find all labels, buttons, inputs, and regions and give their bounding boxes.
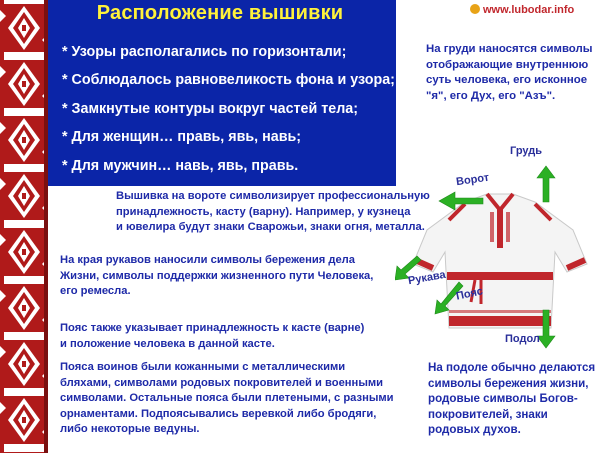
- text-line: Пояс также указывает принадлежность к касте (варне): [60, 322, 365, 334]
- text-line: символами. Остальные пояса были плетеными, с разными: [60, 392, 394, 405]
- text-line: родовых духов.: [428, 423, 521, 437]
- rule-item: * Для мужчин… навь, явь, правь.: [62, 157, 299, 174]
- label-sleeves: Рукава: [407, 268, 447, 288]
- sleeves-description: [60, 253, 373, 300]
- label-belt: Пояс: [455, 285, 484, 303]
- hem-description: [428, 360, 595, 438]
- site-logo-icon: [470, 4, 480, 14]
- collar-description: [116, 189, 430, 236]
- site-link[interactable]: [470, 4, 574, 16]
- label-chest: Грудь: [510, 145, 542, 157]
- rule-item: * Замкнутые контуры вокруг частей тела;: [62, 100, 359, 117]
- text-line: На края рукавов наносили символы бережения дела: [60, 254, 355, 266]
- shirt-illustration: [395, 160, 604, 350]
- text-line: "я", его Дух, его "Азъ".: [426, 89, 556, 102]
- text-line: Пояса воинов были кожанными с металлическими: [60, 361, 346, 373]
- text-line: и положение человека в данной касте.: [60, 337, 275, 350]
- chest-description: [426, 42, 592, 104]
- text-line: На подоле обычно делаются: [428, 361, 596, 374]
- rule-item: * Соблюдалось равновеликость фона и узора;: [62, 72, 395, 89]
- text-line: и ювелира будут знаки Сварожьи, знаки огня, металла.: [116, 221, 425, 234]
- text-line: Жизни, символы поддержки жизненного пути Человека,: [60, 269, 374, 282]
- text-line: либо некоторые ведуны.: [60, 423, 200, 436]
- text-line: покровителей, знаки: [428, 407, 548, 421]
- text-line: принадлежность, касту (варну). Например, у кузнеца: [116, 205, 411, 218]
- text-line: отображающие внутреннюю: [426, 58, 589, 71]
- ornament-pattern-icon: [0, 0, 48, 453]
- rule-item: * Для женщин… правь, явь, навь;: [62, 129, 302, 146]
- text-line: его ремесла.: [60, 285, 131, 298]
- belt-description: [60, 321, 364, 352]
- text-line: суть человека, его исконное: [426, 74, 588, 87]
- arrow-up-icon: [537, 166, 555, 202]
- label-hem: Подол: [505, 333, 540, 345]
- label-collar: Ворот: [455, 171, 490, 189]
- ornament-border: [0, 0, 48, 453]
- text-line: бляхами, символами родовых покровителей и военными: [60, 376, 384, 389]
- text-line: орнаментами. Подпоясывались веревкой либо бродяги,: [60, 407, 377, 420]
- text-line: родовые символы Богов-: [428, 392, 578, 406]
- page-title: Расположение вышивки: [96, 2, 344, 24]
- warrior-belts-description: [60, 360, 394, 438]
- text-line: На груди наносятся символы: [426, 43, 593, 55]
- rules-list: [62, 38, 395, 180]
- text-line: символы бережения жизни,: [428, 376, 589, 390]
- rule-item: * Узоры располагались по горизонтали;: [62, 44, 347, 60]
- text-line: Вышивка на вороте символизирует профессиональную: [116, 190, 430, 202]
- site-url: www.lubodar.info: [483, 4, 575, 16]
